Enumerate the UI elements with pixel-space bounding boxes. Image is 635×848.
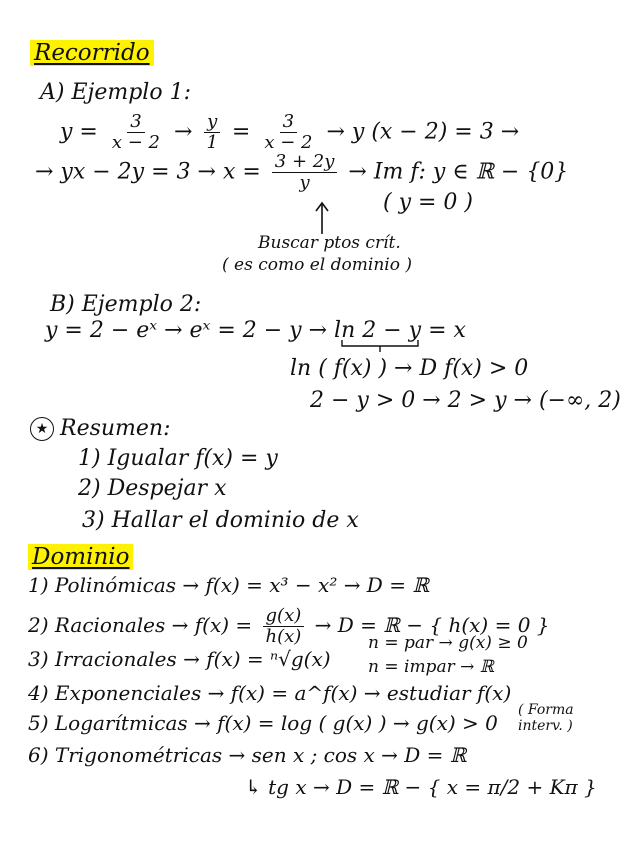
dominio-exponenciales: 4) Exponenciales → f(x) = a^f(x) → estudiar f(x): [28, 681, 512, 705]
fraction-3-over-x-2: $\frac{3}{x - 2}$: [111, 111, 160, 153]
dominio-tangente: ↳ tg x → D = ℝ − { x = π/2 + Kπ }: [245, 775, 597, 799]
ejemplo-1-condition: ( y = 0 ): [383, 190, 473, 215]
fraction-3-over-x-2-b: $\frac{3}{x - 2}$: [264, 111, 313, 153]
underbrace-icon: [340, 338, 420, 354]
irracional-par: n = par → g(x) ≥ 0: [368, 633, 528, 653]
dominio-heading: Dominio: [28, 544, 133, 570]
irracional-impar: n = impar → ℝ: [368, 657, 494, 677]
ejemplo-2-line-1: y = 2 − eˣ → eˣ = 2 − y → ln 2 − y = x: [45, 318, 466, 343]
ejemplo-1-line-1: y = $\frac{3}{x - 2}$ → $\frac{y}{1}$ = $\frac{3}{x - 2}$ → y (x − 2) = 3 →: [60, 111, 520, 153]
dominio-trigonometricas: 6) Trigonométricas → sen x ; cos x → D = ℝ: [28, 743, 467, 767]
resumen-title: ★ Resumen:: [30, 416, 171, 441]
fraction-3-plus-2y-over-y: $\frac{3 + 2y}{y}$: [272, 152, 338, 193]
fraction-g-over-h: $\frac{g(x)}{h(x)}$: [263, 606, 305, 647]
resumen-step-2: 2) Despejar x: [78, 476, 227, 501]
star-icon: ★: [30, 417, 54, 441]
resumen-step-1: 1) Igualar f(x) = y: [78, 446, 278, 471]
buscar-ptos-note: Buscar ptos crít.: [258, 233, 401, 253]
fraction-y-over-1: $\frac{y}{1}$: [203, 112, 220, 153]
dominio-racionales: 2) Racionales → f(x) = $\frac{g(x)}{h(x)}$ → D = ℝ − { h(x) = 0 }: [28, 605, 550, 647]
ejemplo-2-line-2: ln ( f(x) ) → D f(x) > 0: [290, 356, 529, 381]
recorrido-heading: Recorrido: [30, 40, 154, 66]
ejemplo-2-label: B) Ejemplo 2:: [50, 292, 202, 317]
forma-interv-note: ( Forma interv. ): [518, 702, 574, 735]
resumen-step-3: 3) Hallar el dominio de x: [82, 508, 359, 533]
dominio-polinomicas: 1) Polinómicas → f(x) = x³ − x² → D = ℝ: [28, 573, 429, 597]
dominio-irracionales: 3) Irracionales → f(x) = ⁿ√g(x): [28, 647, 331, 671]
ejemplo-1-label: A) Ejemplo 1:: [40, 80, 191, 105]
dominio-logaritmicas: 5) Logarítmicas → f(x) = log ( g(x) ) → g(x) > 0: [28, 711, 498, 735]
dominio-note: ( es como el dominio ): [222, 255, 412, 275]
ejemplo-1-line-2: → yx − 2y = 3 → x = $\frac{3 + 2y}{y}$ → Im f: y ∈ ℝ − {0}: [35, 151, 569, 193]
ejemplo-2-line-3: 2 − y > 0 → 2 > y → (−∞, 2): [310, 388, 621, 413]
arrow-up-icon: [312, 200, 332, 236]
